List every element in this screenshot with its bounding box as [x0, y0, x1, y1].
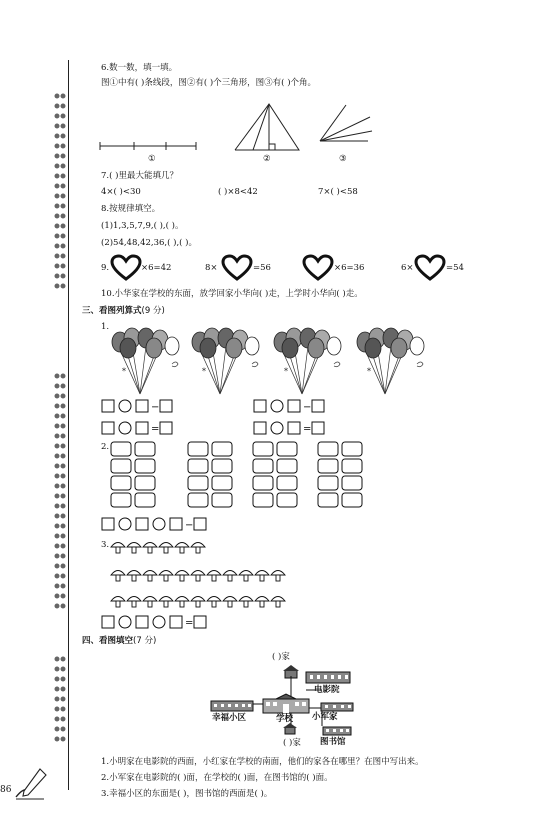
figure-3-label: ③ [339, 154, 347, 164]
answer-boxes-1a[interactable] [101, 398, 181, 414]
binding-decoration-middle [53, 372, 67, 612]
answer-boxes-1d[interactable] [253, 420, 333, 436]
svg-text:*: * [202, 367, 206, 376]
balloons-group-1 [110, 324, 190, 396]
binding-decoration-bottom [53, 655, 67, 745]
q7-item-3: 7×( )<58 [318, 187, 358, 197]
answer-boxes-1c[interactable] [101, 420, 181, 436]
q10-question: 10.小华家在学校的东面，放学回家小华向( )走，上学时小华向( )走。 [101, 289, 363, 299]
answer-boxes-2[interactable] [101, 516, 211, 532]
svg-text:−: − [303, 402, 312, 413]
pen-icon [14, 767, 48, 801]
balloons-group-3 [272, 324, 352, 396]
svg-text:*: * [367, 367, 371, 376]
section-4-title: 四、看图填空(7 分) [82, 636, 157, 646]
cups-stack-2 [186, 440, 236, 512]
cups-stack-1 [109, 440, 159, 512]
q6-question: 图①中有( )条线段，图②有( )个三角形，图③有( )个角。 [101, 78, 317, 88]
mushroom-row-3 [110, 592, 286, 608]
s4-question-3: 3.幸福小区的东面是( )，图书馆的西面是( )。 [101, 789, 273, 799]
map-label-xiaojun: 小军家 [312, 712, 338, 722]
heart-icon [415, 255, 445, 281]
svg-text:*: * [122, 367, 126, 376]
cups-stack-4 [316, 440, 366, 512]
map-label-top-home: ( )家 [272, 652, 290, 662]
map-label-bottom-home: ( )家 [283, 738, 301, 748]
svg-text:=: = [185, 618, 194, 629]
library-building-icon [322, 726, 352, 736]
residential-building-icon [210, 700, 254, 712]
answer-boxes-3[interactable] [101, 614, 211, 630]
mushroom-row-1 [110, 538, 206, 554]
margin-rule [68, 60, 69, 790]
bottom-house-icon [283, 723, 297, 735]
xiaojun-house-icon [320, 700, 354, 712]
school-building-icon [262, 694, 310, 714]
svg-text:−: − [151, 402, 160, 413]
q6-title: 6.数一数，填一填。 [101, 63, 178, 73]
section-3-title: 三、看图列算式(9 分) [82, 306, 165, 316]
svg-text:−: − [185, 520, 194, 531]
q7-title: 7.( )里最大能填几？ [101, 171, 178, 181]
heart-icon [111, 255, 141, 281]
figure-1-segments [100, 140, 200, 152]
cinema-building-icon [305, 670, 351, 684]
figure-1-label: ① [148, 154, 156, 164]
s3-part-1-label: 1. [101, 322, 110, 332]
q9-item-2b: =56 [253, 263, 271, 273]
svg-text:=: = [151, 424, 160, 435]
balloons-group-4 [355, 324, 435, 396]
balloons-group-2 [190, 324, 270, 396]
figure-2-label: ② [263, 154, 271, 164]
q8-line-2: (2)54,48,42,36,( ),( )。 [101, 238, 197, 248]
q8-title: 8.按规律填空。 [101, 204, 161, 214]
q8-line-1: (1)1,3,5,7,9,( ),( )。 [101, 221, 184, 231]
q9-item-4b: =54 [446, 263, 464, 273]
s3-part-2-label: 2. [101, 442, 110, 452]
cups-stack-3 [251, 440, 301, 512]
q7-item-2: ( )×8<42 [218, 187, 258, 197]
binding-decoration-top [53, 92, 67, 292]
q9-item-4a: 6× [401, 263, 414, 273]
s3-part-3-label: 3. [101, 540, 110, 550]
q9-item-2a: 8× [205, 263, 218, 273]
q9-item-1: ×6=42 [141, 263, 172, 273]
heart-icon [303, 255, 333, 281]
map-label-school: 学校 [276, 714, 294, 724]
heart-icon [222, 255, 252, 281]
q9-prefix: 9. [101, 263, 110, 273]
answer-boxes-1b[interactable] [253, 398, 333, 414]
mushroom-row-2 [110, 566, 286, 582]
q7-item-1: 4×( )<30 [101, 187, 141, 197]
figure-3-angles [318, 103, 374, 145]
s4-question-1: 1.小明家在电影院的西面，小红家在学校的南面，他们的家各在哪里？在图中写出来。 [101, 757, 424, 767]
svg-text:*: * [284, 367, 288, 376]
map-label-cinema: 电影院 [314, 685, 340, 695]
page-number: 86 [0, 785, 12, 795]
map-label-library: 图书馆 [320, 737, 346, 747]
s4-question-2: 2.小军家在电影院的( )面，在学校的( )面，在图书馆的( )面。 [101, 773, 333, 783]
map-label-home-left: 幸福小区 [212, 713, 247, 723]
q9-item-3: ×6=36 [334, 263, 365, 273]
svg-text:=: = [303, 424, 312, 435]
figure-2-triangles [233, 102, 303, 154]
